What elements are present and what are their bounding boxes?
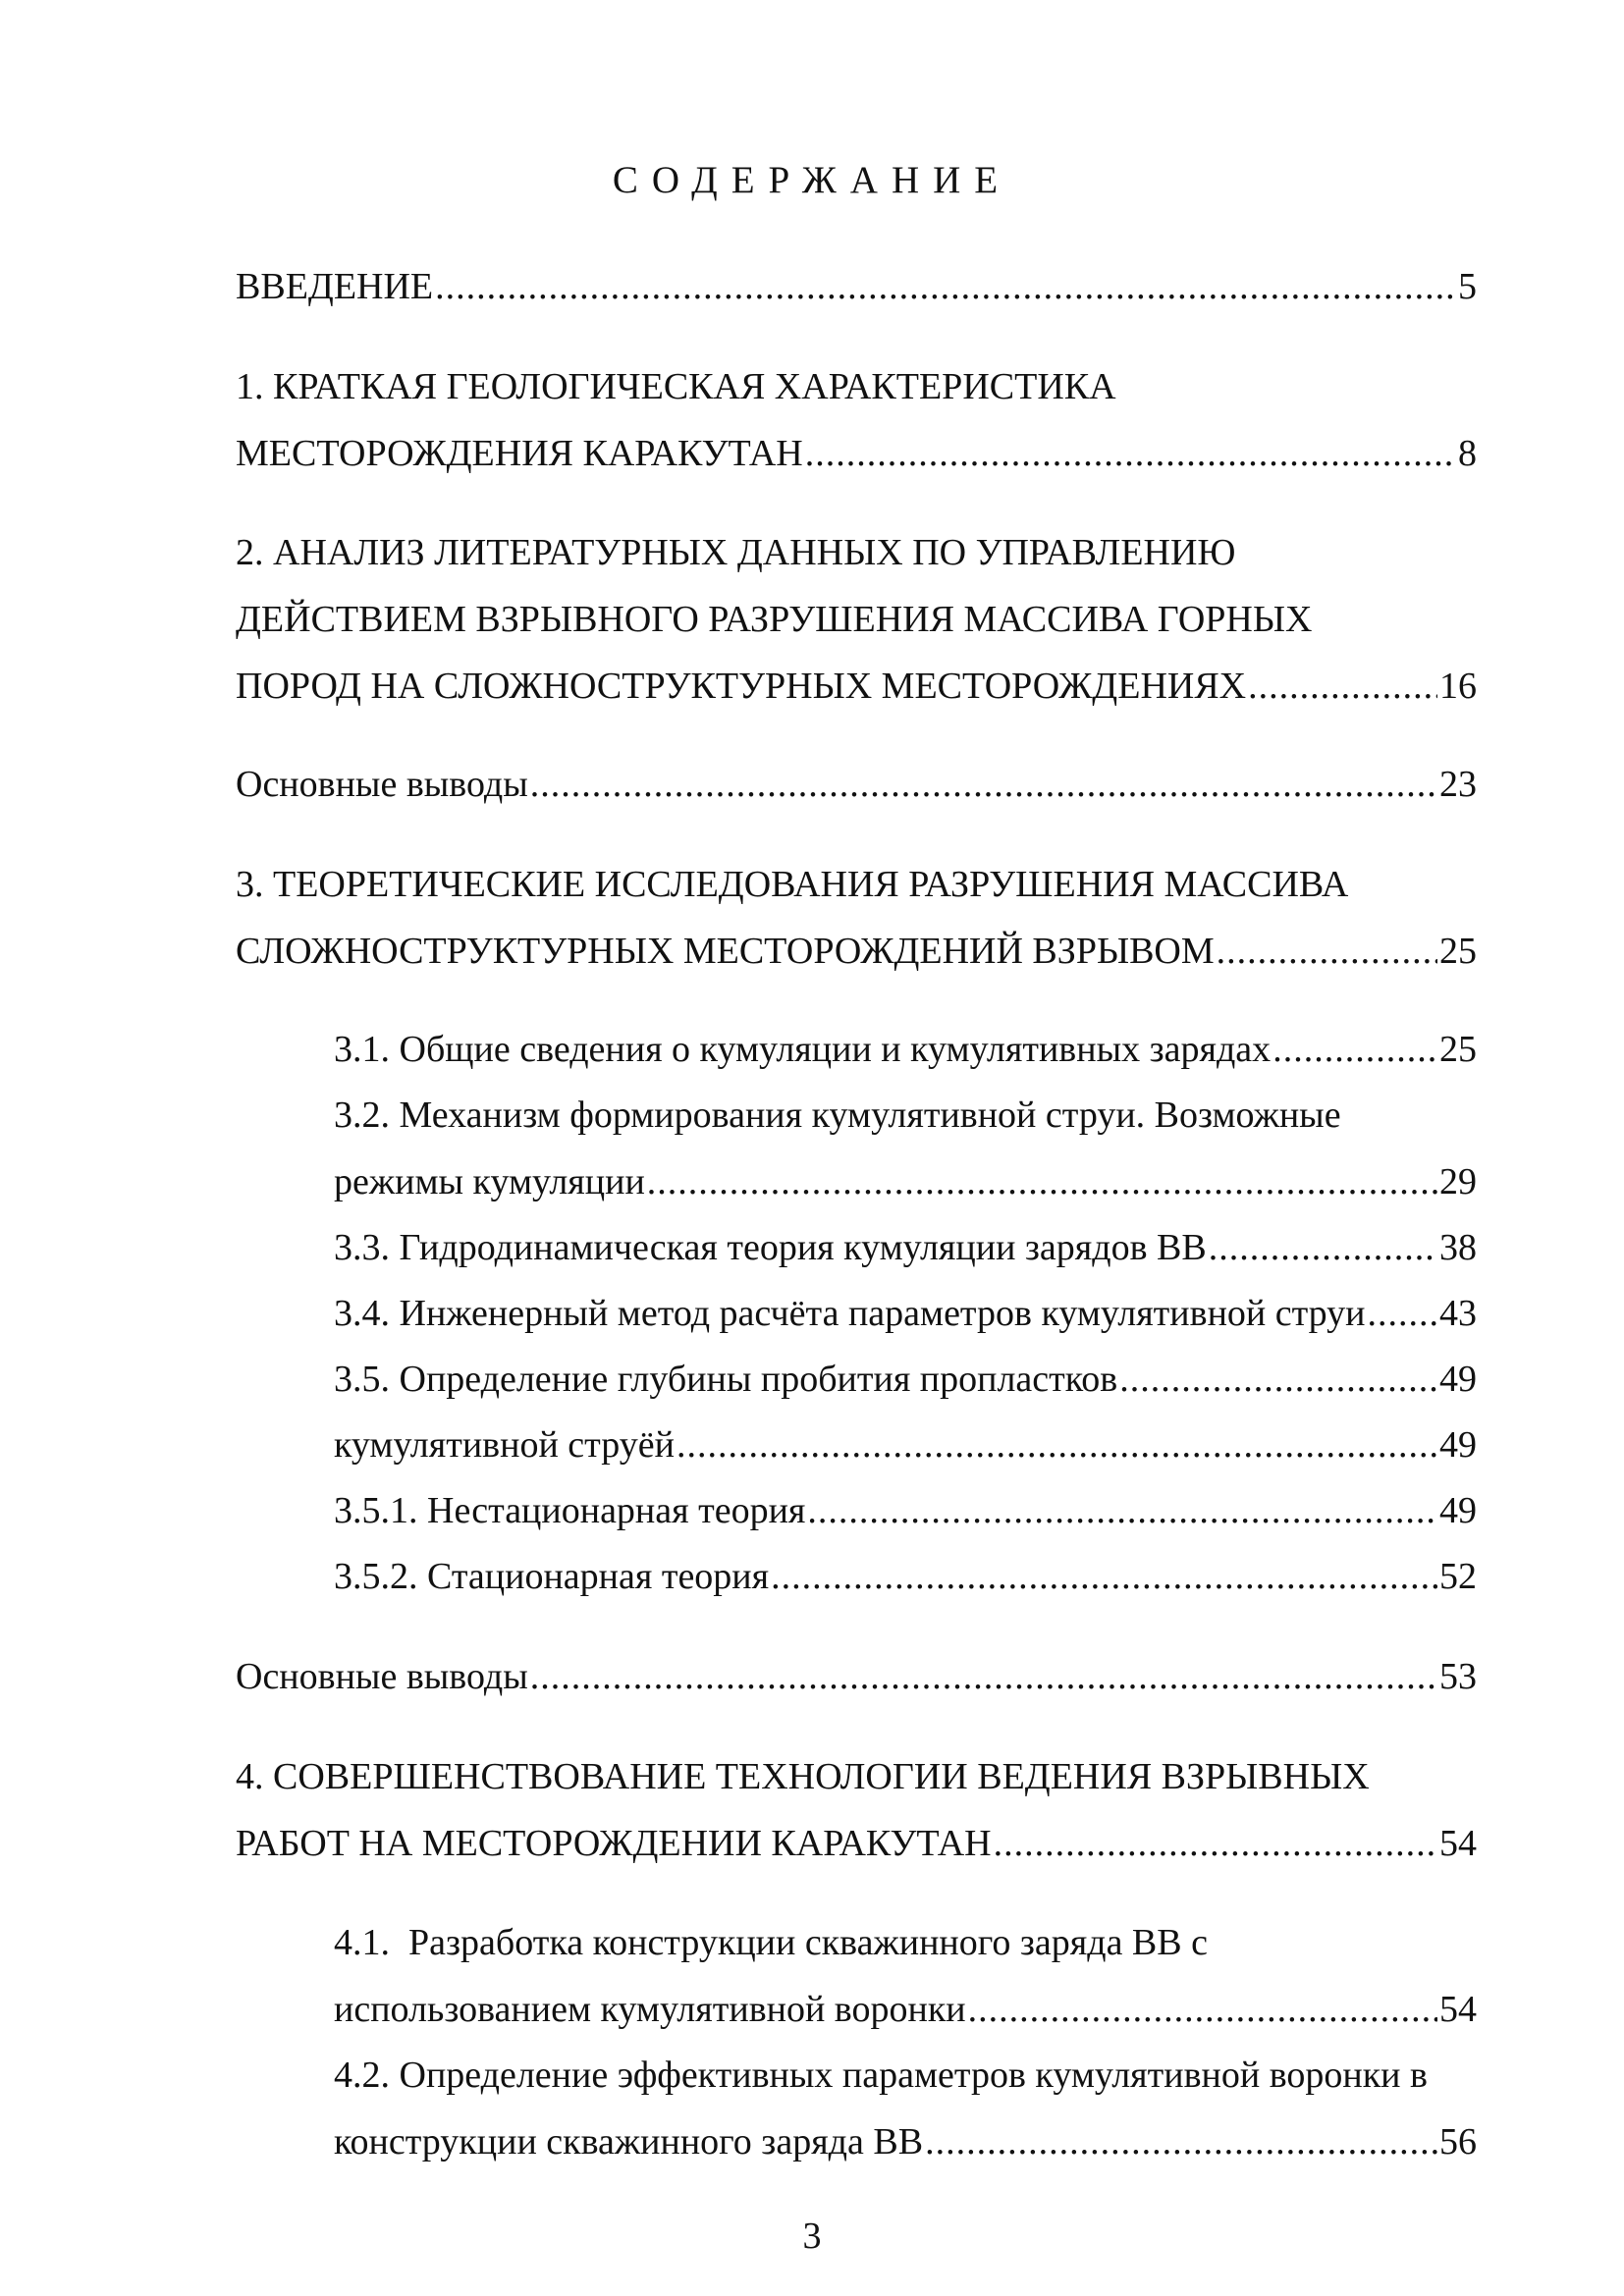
toc-entry-text: 3.4. Инженерный метод расчёта параметров кумулятивной струи	[334, 1293, 1366, 1334]
page-title: СОДЕРЖАНИЕ	[612, 159, 1012, 201]
toc-entry-text: 2. АНАЛИЗ ЛИТЕРАТУРНЫХ ДАННЫХ ПО УПРАВЛЕНИЮ	[236, 532, 1236, 573]
toc-entry-text: 3.5.2. Стационарная теория	[334, 1556, 770, 1597]
toc-page-number: 8	[1458, 433, 1477, 474]
toc-entry-text: Основные выводы	[236, 764, 528, 805]
dot-leader	[1368, 1290, 1437, 1337]
toc-entry-section-4-1[interactable]	[334, 1919, 1477, 2033]
toc-entry-conclusions-2[interactable]	[236, 1653, 1477, 1700]
dot-leader	[435, 263, 1456, 310]
dot-leader	[1119, 1356, 1437, 1403]
toc-entry-chapter-2[interactable]	[236, 529, 1477, 710]
page-number: 3	[802, 2216, 822, 2257]
dot-leader	[925, 2118, 1437, 2165]
toc-entry-text: 3.2. Механизм формирования кумулятивной струи. Возможные	[334, 1095, 1341, 1136]
toc-entry-text: 3.3. Гидродинамическая теория кумуляции зарядов ВВ	[334, 1227, 1207, 1268]
toc-entry-text: 1. КРАТКАЯ ГЕОЛОГИЧЕСКАЯ ХАРАКТЕРИСТИКА	[236, 366, 1116, 407]
toc-entry-section-3-5-1[interactable]	[334, 1487, 1477, 1534]
dot-leader	[771, 1553, 1437, 1600]
dot-leader	[1217, 928, 1437, 975]
toc-entry-text: 4.1. Разработка конструкции скважинного заряда ВВ с	[334, 1922, 1208, 1963]
toc-entry-conclusions-1[interactable]	[236, 761, 1477, 808]
toc-page-number: 54	[1439, 1823, 1477, 1864]
toc-entry-text: СЛОЖНОСТРУКТУРНЫХ МЕСТОРОЖДЕНИЙ ВЗРЫВОМ	[236, 931, 1215, 972]
toc-entry-text: МЕСТОРОЖДЕНИЯ КАРАКУТАН	[236, 433, 803, 474]
dot-leader	[968, 1986, 1437, 2033]
toc-entry-chapter-3[interactable]	[236, 861, 1477, 975]
toc-entry-chapter-4[interactable]	[236, 1753, 1477, 1867]
toc-page-number: 56	[1439, 2121, 1477, 2163]
toc-entry-text: Основные выводы	[236, 1656, 528, 1697]
toc-entry-text: 4.2. Определение эффективных параметров кумулятивной воронки в	[334, 2055, 1428, 2096]
toc-entry-introduction[interactable]	[236, 263, 1477, 310]
dot-leader	[1209, 1224, 1437, 1271]
toc-entry-section-3-5-2[interactable]	[334, 1553, 1477, 1600]
toc-entry-section-3-1[interactable]	[334, 1026, 1477, 1073]
toc-page-number: 43	[1439, 1293, 1477, 1334]
toc-page-number: 29	[1439, 1161, 1477, 1202]
toc-page-number: 23	[1439, 764, 1477, 805]
dot-leader	[1272, 1026, 1437, 1073]
dot-leader	[805, 430, 1456, 477]
toc-page-number: 38	[1439, 1227, 1477, 1268]
toc-entry-text: 4. СОВЕРШЕНСТВОВАНИЕ ТЕХНОЛОГИИ ВЕДЕНИЯ ВЗРЫВНЫХ	[236, 1756, 1370, 1797]
toc-page-number: 52	[1439, 1556, 1477, 1597]
toc-page-number: 25	[1439, 1029, 1477, 1070]
dot-leader	[530, 761, 1437, 808]
toc-entry-text: ВВЕДЕНИЕ	[236, 266, 434, 307]
toc-entry-section-3-5-continued[interactable]	[334, 1421, 1477, 1468]
toc-page-number: 49	[1439, 1424, 1477, 1466]
toc-entry-text: 3.5. Определение глубины пробития пропластков	[334, 1359, 1118, 1400]
dot-leader	[1248, 663, 1437, 710]
toc-page-number: 16	[1439, 666, 1477, 707]
dot-leader	[994, 1820, 1437, 1867]
toc-entry-text: режимы кумуляции	[334, 1161, 645, 1202]
toc-entry-section-4-2[interactable]	[334, 2052, 1477, 2165]
toc-page-number: 25	[1439, 931, 1477, 972]
toc-page-number: 5	[1458, 266, 1477, 307]
toc-entry-text: 3.1. Общие сведения о кумуляции и кумулятивных зарядах	[334, 1029, 1272, 1070]
toc-entry-text: использованием кумулятивной воронки	[334, 1989, 966, 2030]
toc-entry-section-3-4[interactable]	[334, 1290, 1477, 1337]
toc-entry-text: 3.5.1. Нестационарная теория	[334, 1490, 806, 1531]
toc-page-number: 49	[1439, 1359, 1477, 1400]
toc-page-number: 54	[1439, 1989, 1477, 2030]
dot-leader	[807, 1487, 1437, 1534]
toc-entry-text: конструкции скважинного заряда ВВ	[334, 2121, 924, 2163]
toc-page-number: 53	[1439, 1656, 1477, 1697]
dot-leader	[677, 1421, 1437, 1468]
toc-entry-text: ПОРОД НА СЛОЖНОСТРУКТУРНЫХ МЕСТОРОЖДЕНИЯХ	[236, 666, 1247, 707]
toc-entry-chapter-1[interactable]	[236, 363, 1477, 477]
toc-entry-text: ДЕЙСТВИЕМ ВЗРЫВНОГО РАЗРУШЕНИЯ МАССИВА ГОРНЫХ	[236, 599, 1313, 640]
toc-entry-text: кумулятивной струёй	[334, 1424, 675, 1466]
toc-entry-text: РАБОТ НА МЕСТОРОЖДЕНИИ КАРАКУТАН	[236, 1823, 992, 1864]
dot-leader	[647, 1158, 1437, 1205]
toc-page-number: 49	[1439, 1490, 1477, 1531]
toc-entry-text: 3. ТЕОРЕТИЧЕСКИЕ ИССЛЕДОВАНИЯ РАЗРУШЕНИЯ МАССИВА	[236, 864, 1349, 905]
toc-entry-section-3-3[interactable]	[334, 1224, 1477, 1271]
dot-leader	[530, 1653, 1437, 1700]
toc-entry-section-3-5[interactable]	[334, 1356, 1477, 1403]
toc-entry-section-3-2[interactable]	[334, 1092, 1477, 1205]
